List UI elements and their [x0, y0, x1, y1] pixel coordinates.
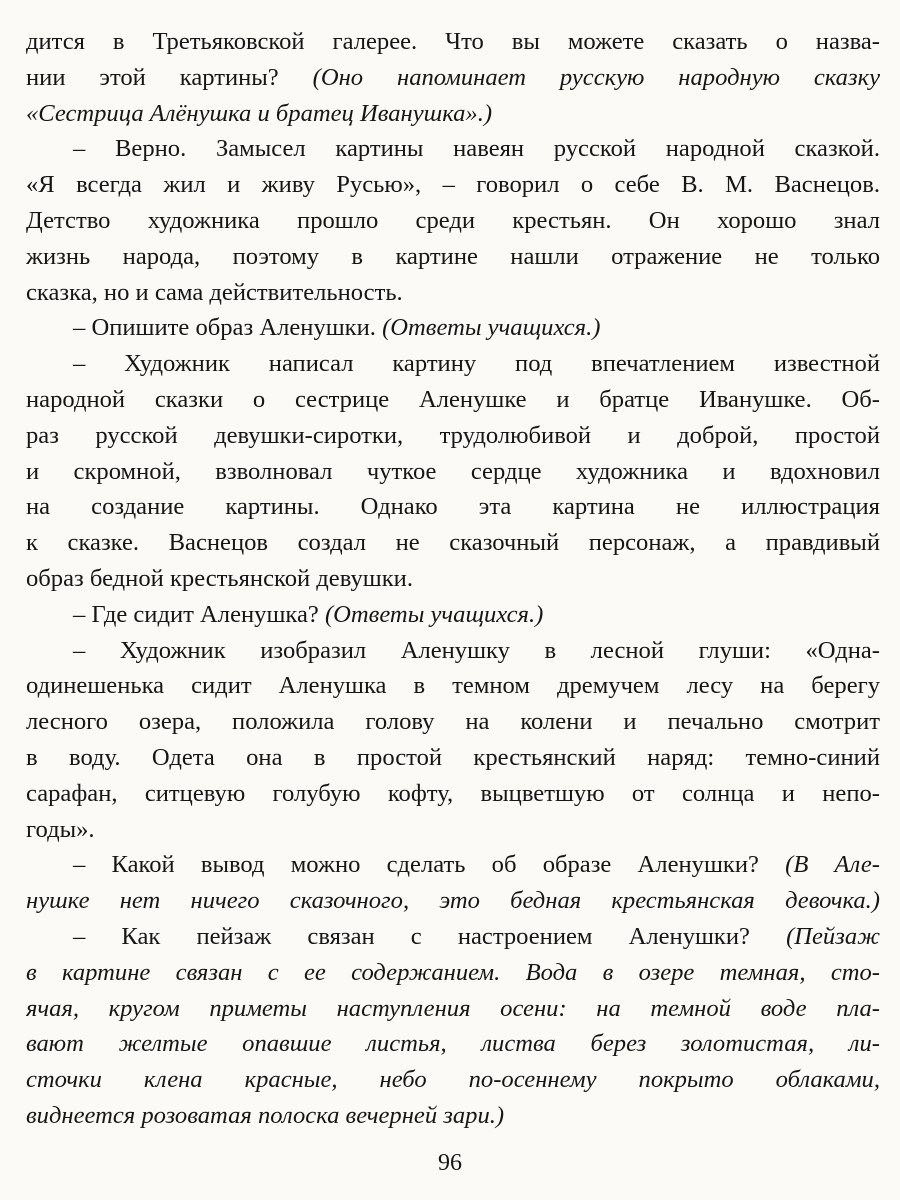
body-text: Детство художника прошло среди крестьян. Он хорошо знал	[26, 206, 880, 234]
text-line	[26, 310, 880, 346]
italic-answer-text: (Пейзаж	[786, 922, 880, 950]
text-line	[26, 525, 880, 561]
body-text: – Как пейзаж связан с настроением Аленушки?	[73, 922, 787, 950]
italic-answer-text: (Оно напоминает русскую народную сказку	[312, 63, 880, 91]
body-text: – Художник изобразил Аленушку в лесной глуши: «Одна-	[73, 636, 880, 664]
italic-answer-text: виднеется розоватая полоска вечерней зари.)	[26, 1101, 505, 1129]
body-text: нии этой картины?	[26, 63, 313, 91]
text-line	[26, 919, 880, 955]
text-line	[26, 991, 880, 1027]
text-line	[26, 847, 880, 883]
italic-answer-text: нушке нет ничего сказочного, это бедная крестьянская девочка.)	[26, 887, 880, 915]
italic-answer-text: (Ответы учащихся.)	[382, 314, 601, 342]
page-text	[26, 24, 880, 1134]
body-text: сказка, но и сама действительность.	[26, 278, 403, 306]
text-line	[26, 1062, 880, 1098]
body-text: – Опишите образ Аленушки.	[73, 314, 383, 342]
italic-answer-text: вают желтые опавшие листья, листва берез золотистая, ли-	[26, 1030, 880, 1058]
text-line	[26, 597, 880, 633]
italic-answer-text: (В Але-	[785, 851, 880, 879]
body-text: в воду. Одета она в простой крестьянский наряд: темно-синий	[26, 743, 880, 771]
text-line	[26, 60, 880, 96]
text-line	[26, 883, 880, 919]
text-line	[26, 1098, 880, 1134]
text-line	[26, 454, 880, 490]
text-line	[26, 96, 880, 132]
body-text: дится в Третьяковской галерее. Что вы можете сказать о назва-	[26, 28, 880, 55]
text-line	[26, 24, 880, 60]
body-text: лесного озера, положила голову на колени и печально смотрит	[26, 708, 880, 736]
body-text: образ бедной крестьянской девушки.	[26, 564, 413, 592]
text-line	[26, 418, 880, 454]
body-text: – Какой вывод можно сделать об образе Аленушки?	[73, 851, 786, 879]
text-line	[26, 776, 880, 812]
body-text: одинешенька сидит Аленушка в темном дремучем лесу на берегу	[26, 672, 880, 700]
text-line	[26, 740, 880, 776]
body-text: раз русской девушки-сиротки, трудолюбивой и доброй, простой	[26, 421, 880, 449]
text-line	[26, 203, 880, 239]
text-line	[26, 1026, 880, 1062]
italic-answer-text: (Ответы учащихся.)	[324, 600, 544, 628]
text-line	[26, 239, 880, 275]
page-number: 96	[438, 1150, 462, 1176]
body-text: народной сказки о сестрице Аленушке и братце Иванушке. Об-	[26, 385, 880, 413]
text-line	[26, 346, 880, 382]
text-line	[26, 633, 880, 669]
text-line	[26, 561, 880, 597]
text-line	[26, 382, 880, 418]
text-line	[26, 704, 880, 740]
italic-answer-text: «Сестрица Алёнушка и братец Иванушка».)	[26, 99, 493, 127]
body-text: – Верно. Замысел картины навеян русской народной сказкой.	[73, 135, 880, 163]
italic-answer-text: в картине связан с ее содержанием. Вода в озере темная, сто-	[26, 958, 880, 986]
text-line	[26, 812, 880, 848]
text-line	[26, 131, 880, 167]
body-text: – Где сидит Аленушка?	[73, 600, 325, 628]
text-line	[26, 668, 880, 704]
text-line	[26, 275, 880, 311]
body-text: на создание картины. Однако эта картина не иллюстрация	[26, 493, 880, 521]
text-line	[26, 955, 880, 991]
body-text: к сказке. Васнецов создал не сказочный персонаж, а правдивый	[26, 529, 880, 557]
body-text: и скромной, взволновал чуткое сердце художника и вдохновил	[26, 457, 880, 485]
text-line	[26, 489, 880, 525]
italic-answer-text: ячая, кругом приметы наступления осени: на темной воде пла-	[26, 994, 880, 1022]
body-text: годы».	[26, 815, 95, 843]
body-text: «Я всегда жил и живу Русью», – говорил о себе В. М. Васнецов.	[26, 171, 880, 199]
italic-answer-text: сточки клена красные, небо по-осеннему покрыто облаками,	[26, 1066, 880, 1094]
body-text: сарафан, ситцевую голубую кофту, выцветшую от солнца и непо-	[26, 779, 880, 807]
body-text: – Художник написал картину под впечатлением известной	[73, 350, 880, 378]
text-line	[26, 167, 880, 203]
body-text: жизнь народа, поэтому в картине нашли отражение не только	[26, 242, 880, 270]
